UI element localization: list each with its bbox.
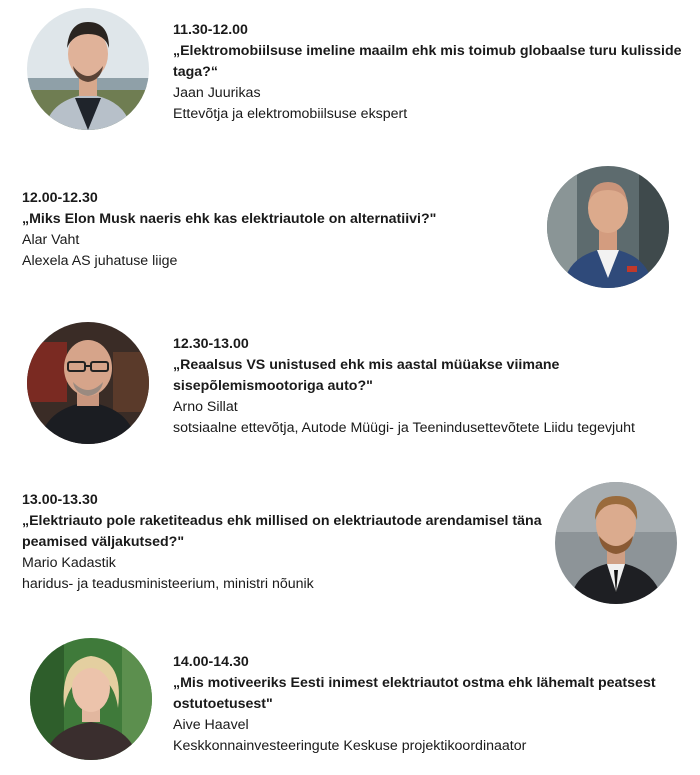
speaker-role: Ettevõtja ja elektromobiilsuse ekspert <box>173 106 408 122</box>
speaker-name: Alar Vaht <box>22 232 80 248</box>
speaker-name: Jaan Juurikas <box>173 85 261 101</box>
speaker-photo <box>30 638 152 760</box>
session-title-line: „Elektromobiilsuse imeline maailm ehk mis toimub globaalse turu kulisside <box>173 43 682 59</box>
speaker-name: Mario Kadastik <box>22 555 116 571</box>
speaker-photo <box>547 166 669 288</box>
speaker-role: Keskkonnainvesteeringute Keskuse projektikoordinaator <box>173 738 527 754</box>
speaker-role: Alexela AS juhatuse liige <box>22 253 178 269</box>
session-time: 14.00-14.30 <box>173 654 249 670</box>
speaker-name: Arno Sillat <box>173 399 238 415</box>
speaker-photo <box>555 482 677 604</box>
speaker-photo <box>27 322 149 444</box>
session-title-line: taga?“ <box>173 64 218 80</box>
session-title-line: „Elektriauto pole raketiteadus ehk millised on elektriautode arendamisel täna <box>22 513 542 529</box>
session-time: 12.00-12.30 <box>22 190 98 206</box>
session-title-line: peamised väljakutsed?" <box>22 534 185 550</box>
session-title-line: „Miks Elon Musk naeris ehk kas elektriautole on alternatiivi?" <box>22 211 437 227</box>
session-title-line: „Mis motiveeriks Eesti inimest elektriautot ostma ehk lähemalt peatsest <box>173 675 656 691</box>
speaker-photo <box>27 8 149 130</box>
session-time: 11.30-12.00 <box>173 22 248 38</box>
session-time: 12.30-13.00 <box>173 336 249 352</box>
session-title-line: sisepõlemismootoriga auto?" <box>173 378 373 394</box>
session-title-line: „Reaalsus VS unistused ehk mis aastal müüakse viimane <box>173 357 560 373</box>
speaker-name: Aive Haavel <box>173 717 249 733</box>
session-time: 13.00-13.30 <box>22 492 98 508</box>
speaker-role: haridus- ja teadusministeerium, ministri nõunik <box>22 576 314 592</box>
session-title-line: ostutoetusest" <box>173 696 273 712</box>
speaker-role: sotsiaalne ettevõtja, Autode Müügi- ja Teenindusettevõtete Liidu tegevjuht <box>173 420 635 436</box>
